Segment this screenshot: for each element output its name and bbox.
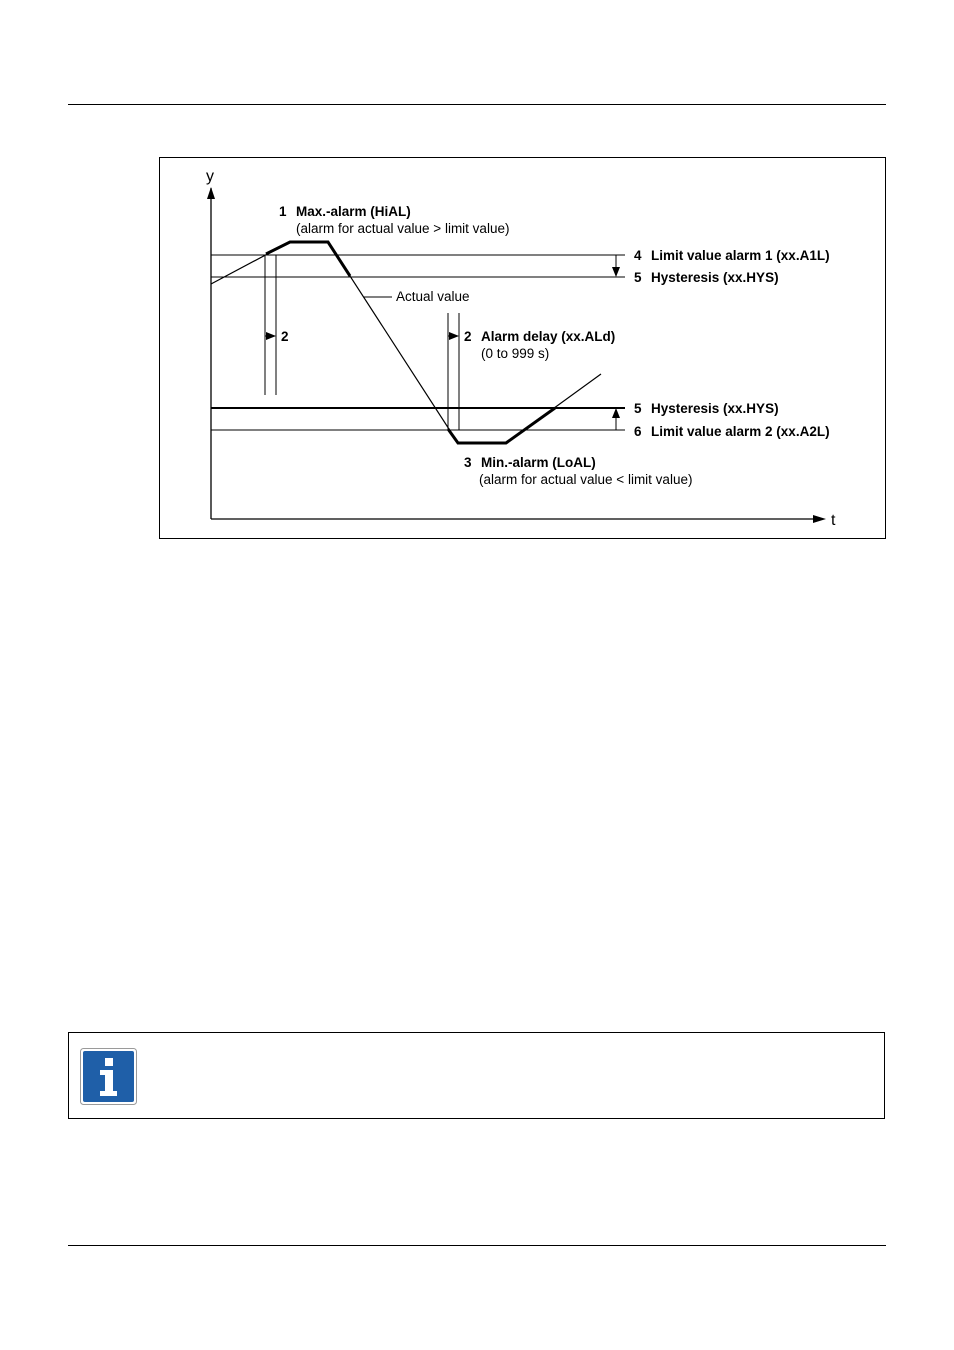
limit-alarm-2-number: 6 xyxy=(634,424,642,439)
min-alarm-title: Min.-alarm (LoAL) xyxy=(481,455,596,470)
max-alarm-subtitle: (alarm for actual value > limit value) xyxy=(296,221,510,236)
x-axis-arrow xyxy=(813,515,826,523)
alarm-delay-title: Alarm delay (xx.ALd) xyxy=(481,329,616,344)
hysteresis-lower-number: 5 xyxy=(634,401,642,416)
footer-rule xyxy=(68,1245,886,1246)
max-alarm-title: Max.-alarm (HiAL) xyxy=(296,204,411,219)
info-icon xyxy=(80,1048,137,1105)
hysteresis-upper-number: 5 xyxy=(634,270,642,285)
y-axis-arrow xyxy=(207,187,215,199)
hysteresis-upper-title: Hysteresis (xx.HYS) xyxy=(651,270,779,285)
alarm-delay-number: 2 xyxy=(464,329,472,344)
left-delay-marker: 2 xyxy=(281,329,289,344)
max-alarm-number: 1 xyxy=(279,204,287,219)
info-note-box xyxy=(68,1032,885,1119)
limit-alarm-1-title: Limit value alarm 1 (xx.A1L) xyxy=(651,248,830,263)
x-axis-label: t xyxy=(831,512,836,529)
max-alarm-segment xyxy=(266,242,350,276)
min-alarm-segment xyxy=(448,408,555,443)
limit-alarm-2-title: Limit value alarm 2 (xx.A2L) xyxy=(651,424,830,439)
limit-alarm-1-number: 4 xyxy=(634,248,642,263)
y-axis-label: y xyxy=(206,168,214,185)
min-alarm-number: 3 xyxy=(464,455,472,470)
alarm-delay-subtitle: (0 to 999 s) xyxy=(481,346,550,361)
hysteresis-lower-title: Hysteresis (xx.HYS) xyxy=(651,401,779,416)
actual-value-label: Actual value xyxy=(396,289,470,304)
min-alarm-subtitle: (alarm for actual value < limit value) xyxy=(479,472,693,487)
